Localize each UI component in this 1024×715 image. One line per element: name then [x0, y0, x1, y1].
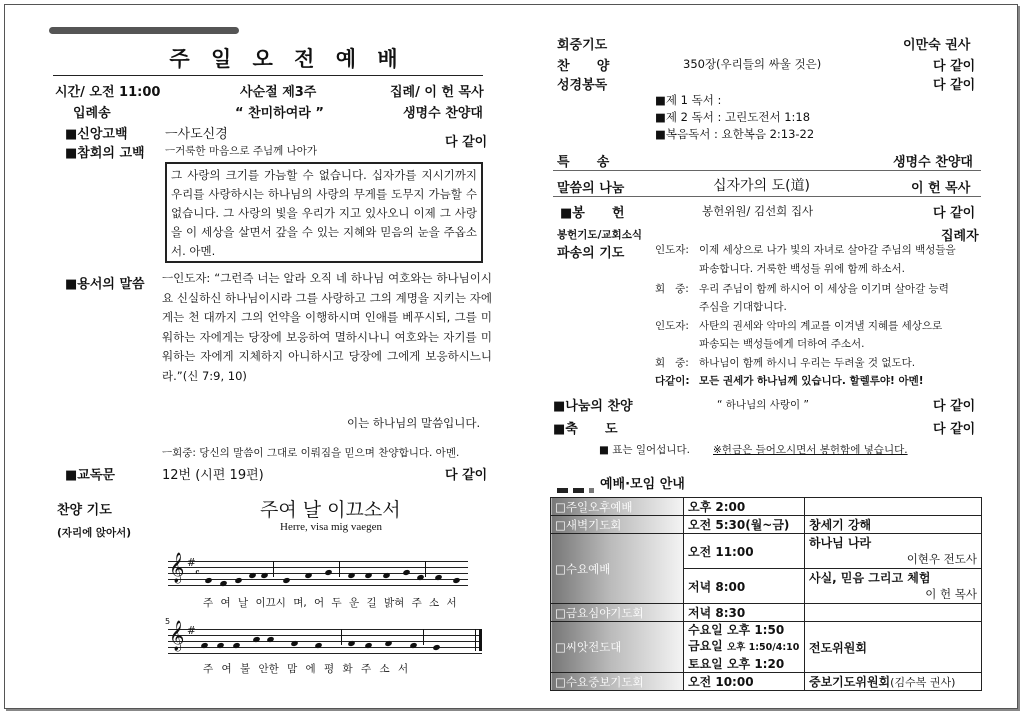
- praise-prayer-note: (자리에 앉아서): [57, 527, 132, 539]
- section-bullet-icon: [557, 478, 594, 497]
- responsive-reading-participants: 다 같이: [445, 468, 488, 483]
- sermon-title: 십자가의 도(道): [713, 178, 810, 194]
- schedule-desc: 창세기 강해: [805, 516, 982, 534]
- schedule-name: □수요중보기도회: [551, 673, 684, 691]
- treble-clef-icon: 𝄞: [169, 621, 185, 651]
- schedule-time: 저녁 8:30: [684, 604, 805, 622]
- sermon-label: 말씀의 나눔: [557, 181, 625, 196]
- special-song-label: 특 송: [557, 155, 610, 170]
- schedule-time: 오전 10:00: [684, 673, 805, 691]
- schedule-desc: [805, 534, 982, 569]
- responder: 인도자:: [655, 244, 689, 256]
- responsive-reading-text: 12번 (시편 19편): [162, 468, 264, 483]
- table-row: [551, 622, 982, 673]
- lyrics-line-1: 주 여 날 이끄시 며, 어 두 운 길 밝혀 주 소 서: [203, 597, 457, 609]
- liturgical-season: 사순절 제3주: [240, 85, 317, 100]
- prayer-label: 회중기도: [557, 38, 608, 53]
- response-text: 파송합니다. 거룩한 백성들 위에 함께 하소서.: [699, 263, 905, 275]
- schedule-speaker: 이 헌 목사: [925, 587, 977, 601]
- schedule-name: □씨앗전도대: [551, 622, 684, 673]
- offering-label: ■봉 헌: [560, 206, 625, 221]
- responder: 인도자:: [655, 320, 689, 332]
- schedule-desc: 중보기도위원회(김수복 권사): [805, 673, 982, 691]
- schedule-topic: 하나님 나라: [809, 536, 872, 550]
- schedule-desc: [805, 604, 982, 622]
- responder: 회 중:: [655, 357, 689, 369]
- divider: [553, 170, 981, 171]
- schedule-topic: 사실, 믿음 그리고 체험: [809, 571, 931, 585]
- table-row: [551, 604, 982, 622]
- invocation-choir: 생명수 찬양대: [403, 106, 483, 121]
- song-title: 주여 날 이끄소서: [260, 499, 401, 521]
- praise-prayer-label: 찬양 기도: [57, 503, 112, 518]
- scripture-label: 성경봉독: [557, 78, 608, 93]
- confession-intro: ㅡ거룩한 마음으로 주님께 나아가: [165, 145, 318, 157]
- schedule-desc: 전도위원회: [805, 622, 982, 673]
- scripture-participants: 다 같이: [933, 78, 976, 93]
- time-signature-icon: 𝄴: [195, 567, 200, 579]
- schedule-speaker: 이현우 전도사: [906, 552, 977, 566]
- responder: 회 중:: [655, 283, 689, 295]
- table-row: [551, 673, 982, 691]
- schedule-name: □금요심야기도회: [551, 604, 684, 622]
- hymn-participants: 다 같이: [933, 59, 976, 74]
- schedule-time: 오전 5:30(월~금): [684, 516, 805, 534]
- bulletin-sheet: [4, 4, 1018, 709]
- treble-clef-icon: 𝄞: [169, 553, 185, 583]
- schedule-desc: [805, 569, 982, 604]
- response-text: 하나님이 함께 하시니 우리는 두려울 것 없도다.: [699, 357, 916, 369]
- schedule-time-line: 금요일 오후 1:50/4:10: [688, 639, 800, 653]
- creed-text: ㅡ사도신경: [165, 127, 228, 142]
- offering-committee: 봉헌위원/ 김선희 집사: [702, 204, 814, 218]
- key-signature-icon: #: [187, 557, 196, 569]
- hymn-number: 350장(우리들의 싸울 것은): [683, 57, 822, 71]
- schedule-table: [550, 497, 982, 691]
- response-text: 모든 권세가 하나님께 있습니다. 할렐루야! 아멘!: [699, 375, 924, 387]
- pardon-response: ㅡ회중: 당신의 말씀이 그대로 이뤄짐을 믿으며 찬양합니다. 아멘.: [162, 447, 460, 459]
- footnote-offering: ※헌금은 들어오시면서 봉헌함에 넣습니다.: [713, 444, 908, 456]
- schedule-title: 예배·모임 안내: [600, 477, 685, 492]
- lyrics-line-2: 주 여 불 안한 맘 에 평 화 주 소 서: [203, 663, 409, 675]
- schedule-name: □새벽기도회: [551, 516, 684, 534]
- schedule-time: 오전 11:00: [684, 534, 805, 569]
- benediction-label: ■축 도: [553, 422, 618, 437]
- response-text: 파송되는 백성들에게 더하여 주소서.: [699, 338, 865, 350]
- reading-3: ■복음독서 : 요한복음 2:13-22: [655, 127, 815, 141]
- footnote-standing: ■ 표는 일어섭니다.: [599, 444, 690, 456]
- pardon-label: ■용서의 말씀: [65, 277, 145, 292]
- pardon-text: ㅡ인도자: “그런즉 너는 알라 오직 네 하나님 여호와는 하나님이시요 신실하신 하나님이시라 그를 사랑하고 그의 계명을 지키는 자에게는 천 대까지 그의 언약을 이행하시며 인애를 베푸시되, 그를 미워하는 자에게는 당장에 보응하여 멸하시나니 여호와는 자기를 미워하는 자에게 지체하지 아니하시고 당장에 그에게 보응하시느니라.”(신 7:9, 10): [162, 271, 492, 383]
- schedule-time: 오후 2:00: [684, 498, 805, 516]
- sermon-preacher: 이 헌 목사: [911, 181, 971, 196]
- invocation-label: 입례송: [73, 106, 111, 121]
- reading-1: ■제 1 독서 :: [655, 93, 722, 107]
- special-song-choir: 생명수 찬양대: [893, 155, 973, 170]
- schedule-time-line: 수요일 오후 1:50: [688, 623, 785, 637]
- table-row: [551, 516, 982, 534]
- response-text: 사탄의 권세와 악마의 계교를 이겨낼 지혜를 세상으로: [699, 320, 943, 332]
- confession-prayer-box: 그 사랑의 크기를 가늠할 수 없습니다. 십자가를 지시기까지 우리를 사랑하시는 하나님의 사랑의 무게를 도무지 가늠할 수 없습니다. 그 사랑의 빛을 우리가 지고 있사오니 이제 그 사랑을 이 세상을 살면서 갚을 수 있는 지혜와 믿음의 눈을 주옵소서. 아멘.: [165, 162, 483, 263]
- schedule-time: 저녁 8:00: [684, 569, 805, 604]
- service-time: 시간/ 오전 11:00: [55, 85, 161, 100]
- divider: [553, 196, 981, 197]
- song-subtitle: Herre, visa mig vaegen: [280, 521, 383, 533]
- decorative-bar: [49, 27, 239, 34]
- closing-hymn-title: “ 하나님의 사랑이 ”: [717, 399, 809, 411]
- confession-label: ■참회의 고백: [65, 146, 145, 161]
- creed-label: ■신앙고백: [65, 127, 128, 142]
- hymn-label: 찬 양: [557, 59, 610, 74]
- prayer-leader: 이만숙 권사: [903, 38, 971, 53]
- responder: 다같이:: [655, 375, 690, 387]
- schedule-time: [684, 622, 805, 673]
- schedule-name: □수요예배: [551, 534, 684, 604]
- presider: 집례/ 이 헌 목사: [390, 85, 484, 100]
- response-text: 우리 주님이 함께 하시어 이 세상을 이기며 살아갈 능력: [699, 283, 949, 295]
- offering-participants: 다 같이: [933, 206, 976, 221]
- schedule-time-line: 토요일 오후 1:20: [688, 657, 785, 671]
- closing-hymn-label: ■나눔의 찬양: [553, 399, 633, 414]
- key-signature-icon: #: [187, 625, 196, 637]
- creed-participants: 다 같이: [445, 135, 488, 150]
- announcements-leader: 집례자: [941, 229, 979, 244]
- measure-number: 5: [165, 617, 171, 626]
- pardon-closing: 이는 하나님의 말씀입니다.: [347, 416, 481, 430]
- benediction-participants: 다 같이: [933, 422, 976, 437]
- response-text: 주심을 기대합니다.: [699, 301, 787, 313]
- schedule-name: □주일오후예배: [551, 498, 684, 516]
- reading-2: ■제 2 독서 : 고린도전서 1:18: [655, 110, 811, 124]
- divider: [53, 75, 483, 76]
- announcements-label: 봉헌기도/교회소식: [557, 229, 642, 241]
- schedule-desc: [805, 498, 982, 516]
- response-text: 이제 세상으로 나가 빛의 자녀로 살아갈 주님의 백성들을: [699, 244, 956, 256]
- table-row: [551, 498, 982, 516]
- sending-prayer-label: 파송의 기도: [557, 246, 625, 261]
- page-title: 주 일 오 전 예 배: [169, 47, 405, 71]
- invocation-song: “ 찬미하여라 ”: [235, 106, 324, 121]
- closing-hymn-participants: 다 같이: [933, 399, 976, 414]
- responsive-reading-label: ■교독문: [65, 468, 115, 483]
- table-row: [551, 534, 982, 569]
